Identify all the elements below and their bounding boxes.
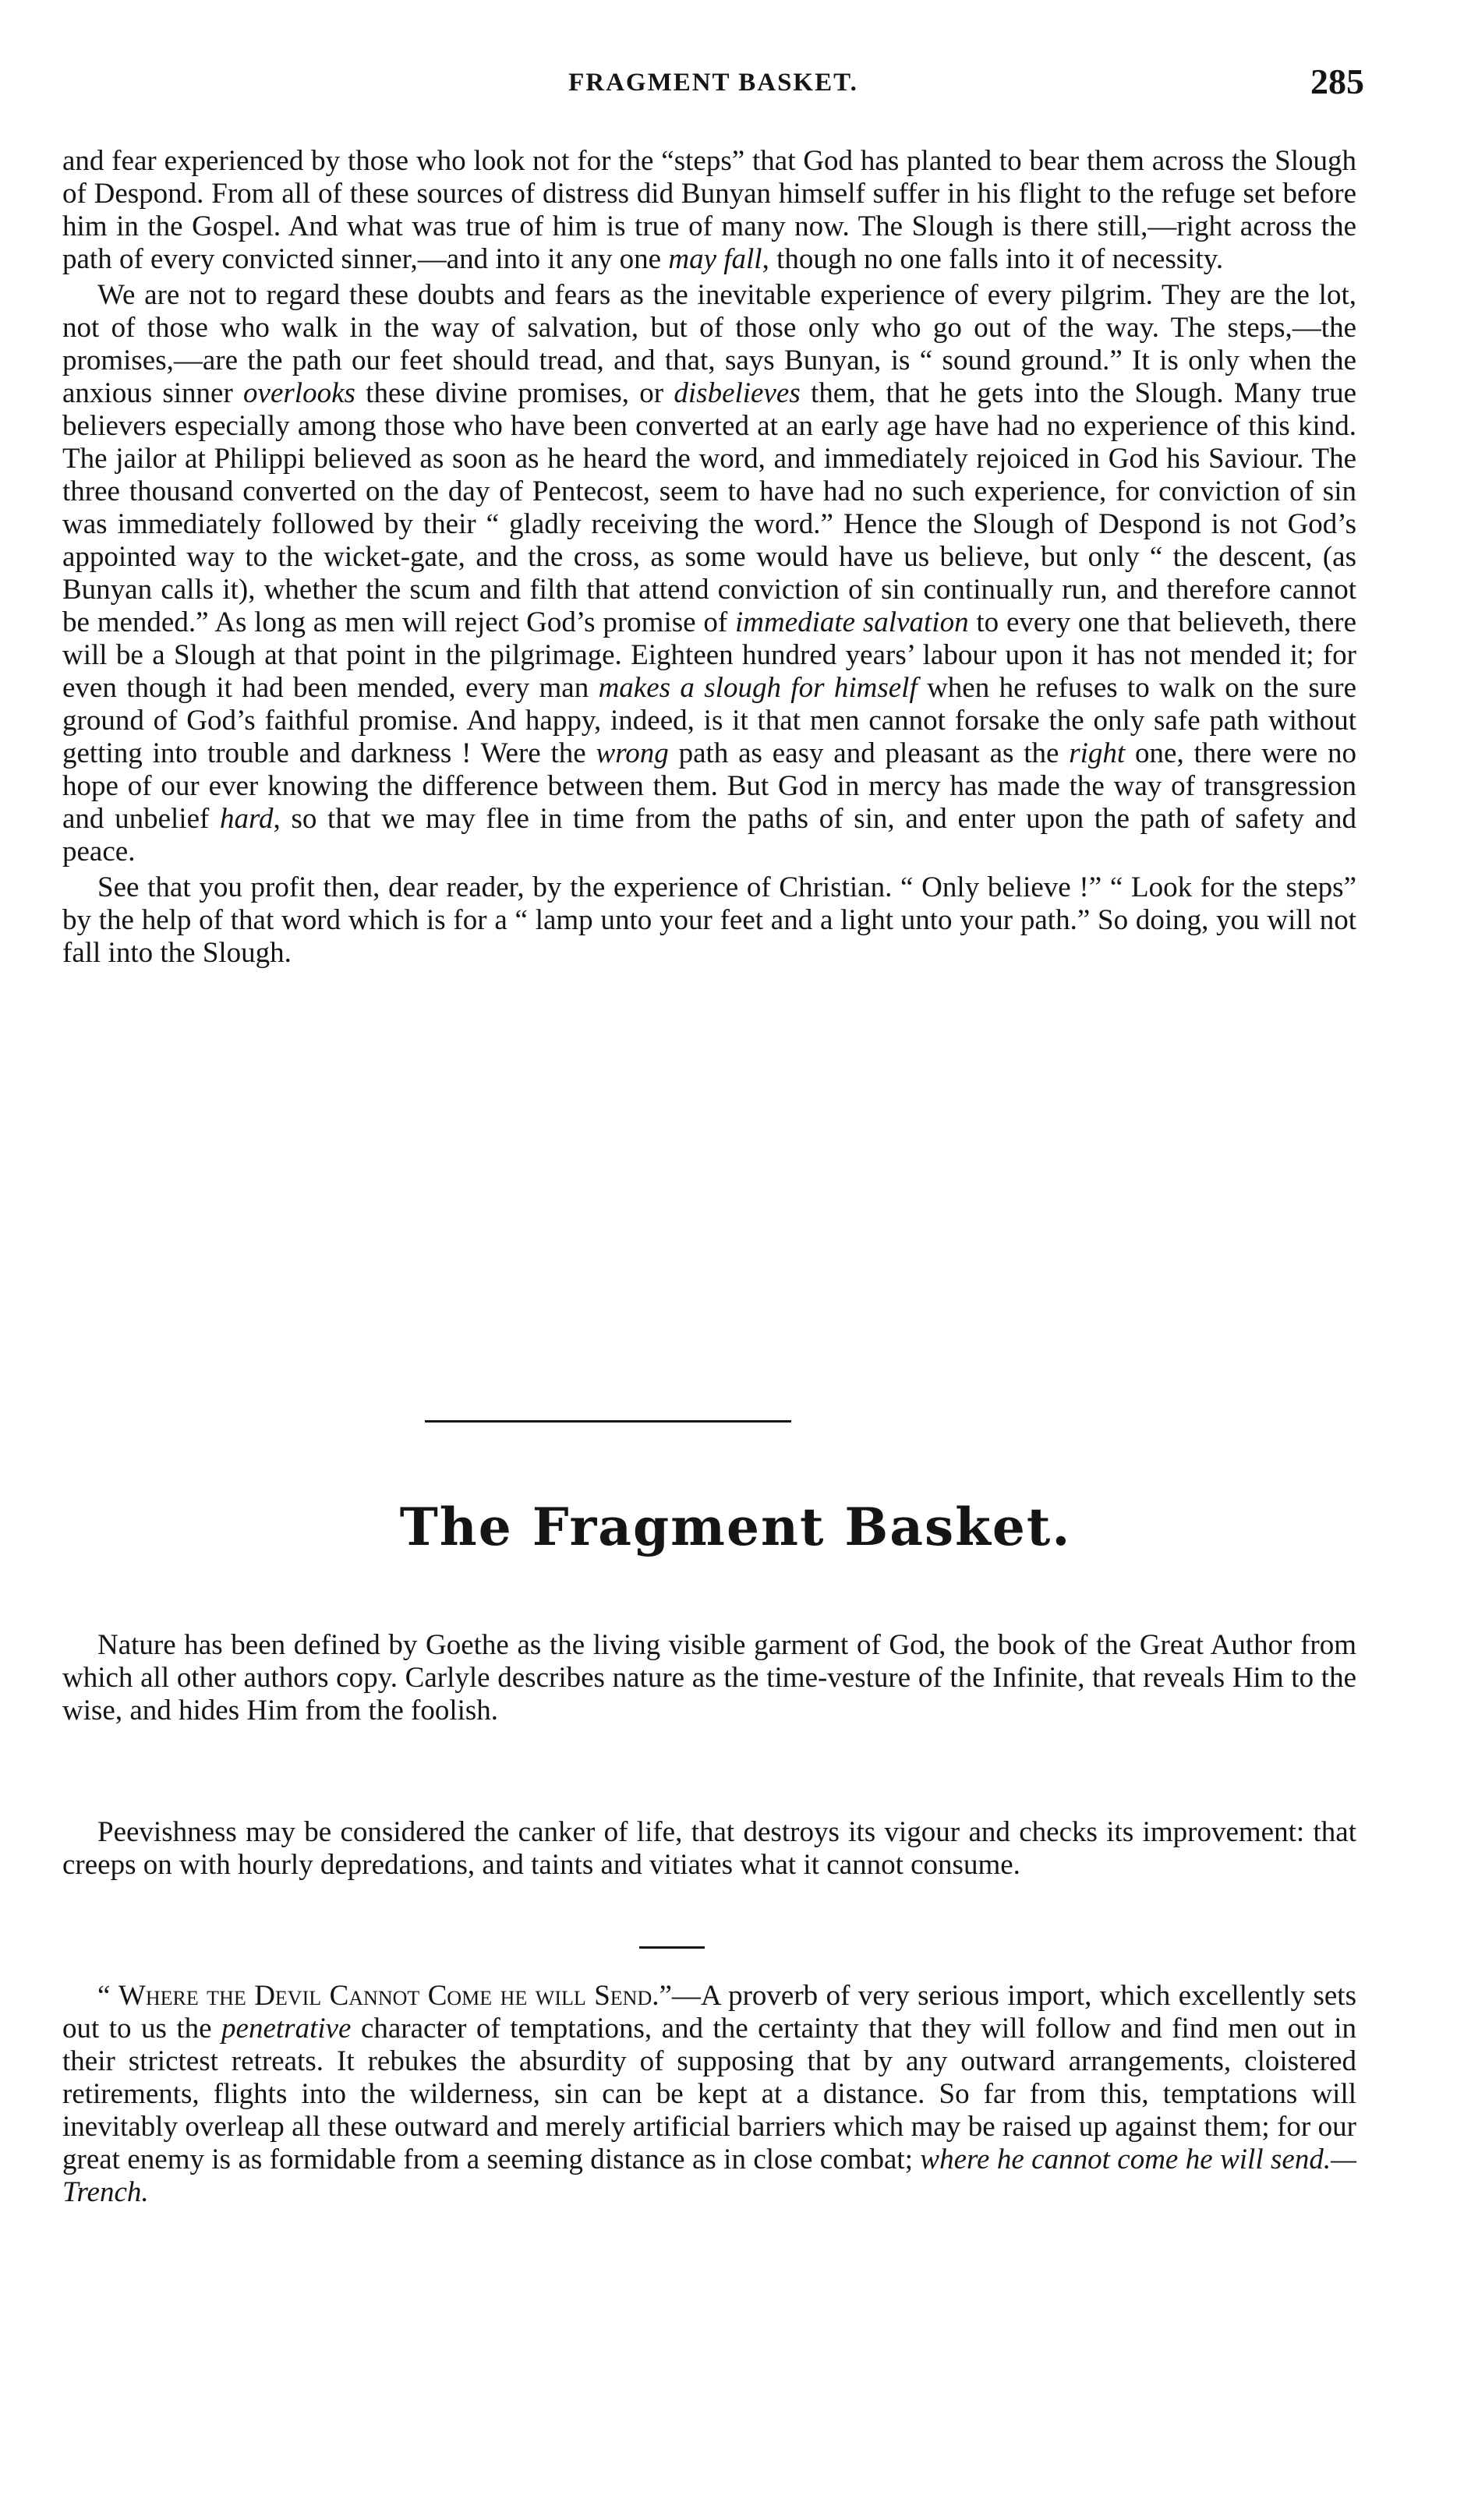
text-run: one, there were no hope of our ever knowing the difference between them. But God in mercy has made the way of transgression and unbelief: [62, 737, 1356, 835]
fragment-item-2: [62, 1816, 1356, 1882]
text-run: path as easy and pleasant as the: [668, 737, 1070, 769]
emphasis: wrong: [596, 737, 669, 769]
fragment-paragraph: [62, 1980, 1356, 2209]
text-run: , so that we may flee in time from the paths of sin, and enter upon the path of safety and peace.: [62, 803, 1356, 868]
article-paragraph-3: See that you profit then, dear reader, by the experience of Christian. “ Only believe !” “ Look for the steps” by the help of that word which is for a “ lamp unto your feet and a light unto your path.” So doing, you will not fall into the Slough.: [62, 871, 1356, 969]
running-head-title: FRAGMENT BASKET.: [568, 69, 858, 97]
text-run: when he refuses to walk on the sure ground of God’s faithful promise. And happy, indeed, is it that men cannot forsake the only safe path without getting into trouble and darkness ! Were the: [62, 672, 1356, 769]
text-run: them, that he gets into the Slough. Many true believers especially among those who have been converted at an early age have had no experience of this kind. The jailor at Philippi believed as soon as he heard the word, and immediately rejoiced in God his Saviour. The three thousand converted on the day of Pentecost, seem to have had no such experience, for conviction of sin was immediately followed by their “ gladly receiving the word.” Hence the Slough of Despond is not God’s appointed way to the wicket-gate, and the cross, as some would have us believe, but only “ the descent, (as Bunyan calls it), whether the scum and filth that attend conviction of sin continually run, and therefore cannot be mended.” As long as men will reject God’s promise of: [62, 377, 1356, 638]
text-run: , though no one falls into it of necessity.: [762, 243, 1224, 275]
article-paragraph-1: [62, 145, 1356, 276]
emphasis: overlooks: [243, 377, 355, 409]
fragment-item-3: [62, 1980, 1356, 2209]
page-number: 285: [1310, 62, 1364, 101]
item-divider: [639, 1946, 705, 1949]
emphasis: where he cannot come he will send.—Trench.: [62, 2144, 1356, 2208]
text-run: ”—A proverb of very serious import, which excellently sets out to us the: [62, 1980, 1356, 2045]
article-paragraph-2: [62, 279, 1356, 868]
emphasis: right: [1069, 737, 1126, 769]
text-run: to every one that believeth, there will be a Slough at that point in the pilgrimage. Eighteen hundred years’ labour upon it has not mended it; for even though it had been mended, every man: [62, 606, 1357, 704]
section-heading: The Fragment Basket.: [399, 1497, 1072, 1557]
fragment-paragraph: Nature has been defined by Goethe as the living visible garment of God, the book of the Great Author from which all other authors copy. Carlyle describes nature as the time-vesture of the Infinite, that reveals Him to the wise, and hides Him from the foolish.: [62, 1629, 1356, 1727]
emphasis: may fall: [668, 243, 762, 275]
fragment-item-1: [62, 1629, 1356, 1727]
emphasis: disbelieves: [674, 377, 801, 409]
text-run: these divine promises, or: [355, 377, 674, 409]
emphasis: immediate salvation: [734, 606, 969, 638]
emphasis: hard: [220, 803, 274, 835]
text-run: We are not to regard these doubts and fears as the inevitable experience of every pilgrim. They are the lot, not of those who walk in the way of salvation, but of those only who go out of the way. The steps,—the promises,—are the path our feet should tread, and that, says Bunyan, is “ sound ground.” It is only when the anxious sinner: [62, 279, 1356, 409]
proverb-title: Where the Devil Cannot Come he will Send.: [118, 1980, 659, 2012]
text-run: character of temptations, and the certainty that they will follow and find men out in their strictest retreats. It rebukes the absurdity of supposing that by any outward arrangements, cloistered retirements, flights into the wilderness, sin can be kept at a distance. So far from this, temptations will inevitably overleap all these outward and merely artificial barriers which may be raised up against them; for our great enemy is as formidable from a seeming distance as in close combat;: [62, 2013, 1356, 2175]
text-run: and fear experienced by those who look not for the “steps” that God has planted to bear them across the Slough of Despond. From all of these sources of distress did Bunyan himself suffer in his flight to the refuge set before him in the Gospel. And what was true of him is true of many now. The Slough is there still,—right across the path of every convicted sinner,—and into it any one: [62, 145, 1356, 275]
section-divider: [425, 1420, 791, 1423]
running-head: [62, 61, 1364, 108]
emphasis: penetrative: [221, 2013, 352, 2045]
article-continuation: [62, 145, 1356, 970]
text-run: “: [97, 1980, 118, 2012]
emphasis: makes a slough for himself: [598, 672, 918, 704]
fragment-paragraph: Peevishness may be considered the canker of life, that destroys its vigour and checks its improvement: that creeps on with hourly depredations, and taints and vitiates what it cannot consume.: [62, 1816, 1356, 1881]
